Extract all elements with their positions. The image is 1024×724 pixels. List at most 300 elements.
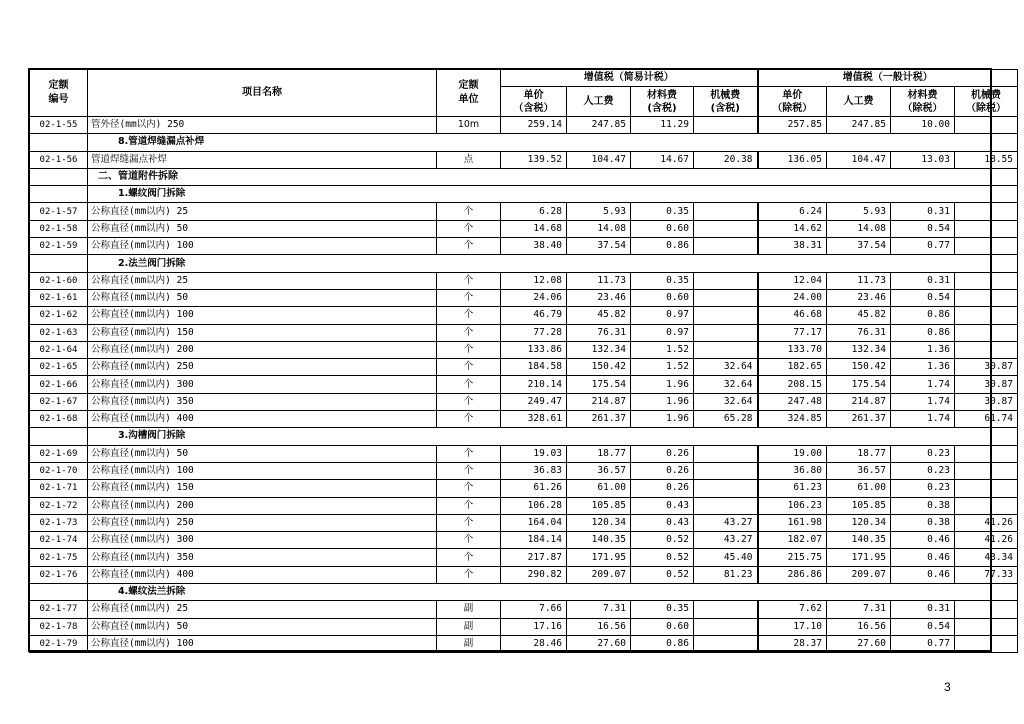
price-cell: 0.46 [891,566,955,583]
item-name: 公称直径(mm以内) 25 [88,601,437,618]
price-cell [694,272,758,289]
price-cell: 41.26 [955,514,1018,531]
table-row [30,497,1018,514]
price-cell: 6.24 [758,203,827,220]
price-cell [955,618,1018,635]
price-cell: 0.23 [891,462,955,479]
section-code-cell [30,428,88,445]
table-row [30,289,1018,306]
price-cell: 0.26 [631,462,694,479]
price-cell: 30.87 [955,359,1018,376]
header-unit-price-tax-excl: 单价 （除税） [758,87,827,117]
header-material-tax-excl: 材料费 （除税） [891,87,955,117]
quota-unit: 副 [437,635,501,652]
table-row [30,117,1018,134]
quota-unit: 个 [437,289,501,306]
price-cell: 18.77 [827,445,891,462]
price-cell: 18.77 [567,445,631,462]
price-cell: 1.96 [631,393,694,410]
price-cell [955,462,1018,479]
price-cell: 0.38 [891,497,955,514]
price-cell: 249.47 [501,393,567,410]
section-row [30,428,1018,445]
table-row [30,151,1018,168]
price-cell: 0.77 [891,635,955,652]
price-cell: 77.17 [758,324,827,341]
price-cell: 23.46 [567,289,631,306]
price-cell [955,341,1018,358]
price-cell: 0.35 [631,601,694,618]
section-row [30,255,1018,272]
quota-table [29,69,1018,653]
price-cell: 36.80 [758,462,827,479]
table-row [30,635,1018,652]
quota-code: 02-1-58 [30,220,88,237]
table-row [30,307,1018,324]
price-cell: 0.43 [631,514,694,531]
quota-code: 02-1-60 [30,272,88,289]
price-cell: 0.60 [631,618,694,635]
quota-code: 02-1-76 [30,566,88,583]
price-cell [694,601,758,618]
major-section-title: 二、管道附件拆除 [88,168,1018,185]
quota-unit: 10m [437,117,501,134]
quota-unit: 副 [437,601,501,618]
price-cell: 76.31 [827,324,891,341]
price-cell: 133.70 [758,341,827,358]
price-cell: 0.52 [631,566,694,583]
price-cell [694,341,758,358]
price-cell [694,497,758,514]
quota-code: 02-1-69 [30,445,88,462]
price-cell: 1.74 [891,393,955,410]
quota-code: 02-1-62 [30,307,88,324]
price-cell: 215.75 [758,549,827,566]
price-cell: 32.64 [694,359,758,376]
price-cell: 175.54 [827,376,891,393]
table-row [30,618,1018,635]
price-cell: 0.86 [631,635,694,652]
quota-unit: 个 [437,324,501,341]
item-name: 管外径(mm以内) 250 [88,117,437,134]
quota-code: 02-1-74 [30,532,88,549]
header-code: 定额 编号 [30,70,88,117]
price-cell: 132.34 [567,341,631,358]
price-cell: 16.56 [827,618,891,635]
price-cell: 182.65 [758,359,827,376]
price-cell: 106.28 [501,497,567,514]
price-cell [694,238,758,255]
price-cell: 30.87 [955,393,1018,410]
price-cell: 45.82 [827,307,891,324]
header-unit: 定额 单位 [437,70,501,117]
table-row [30,514,1018,531]
item-name: 公称直径(mm以内) 400 [88,411,437,428]
header-material-tax-incl: 材料费 (含税) [631,87,694,117]
quota-code: 02-1-64 [30,341,88,358]
quota-code: 02-1-57 [30,203,88,220]
price-cell: 7.66 [501,601,567,618]
price-cell: 105.85 [567,497,631,514]
price-cell: 0.60 [631,289,694,306]
price-cell: 36.83 [501,462,567,479]
price-cell: 0.31 [891,272,955,289]
price-cell: 45.82 [567,307,631,324]
quota-code: 02-1-79 [30,635,88,652]
price-cell: 24.00 [758,289,827,306]
price-cell: 61.00 [827,480,891,497]
price-cell: 324.85 [758,411,827,428]
price-cell: 214.87 [567,393,631,410]
quota-code: 02-1-55 [30,117,88,134]
header-group-simple: 增值税（简易计税） [501,70,758,87]
price-cell: 0.35 [631,272,694,289]
quota-code: 02-1-56 [30,151,88,168]
price-cell: 61.00 [567,480,631,497]
price-cell: 0.97 [631,307,694,324]
price-cell: 61.23 [758,480,827,497]
price-cell: 5.93 [827,203,891,220]
price-cell: 27.60 [827,635,891,652]
quota-unit: 个 [437,411,501,428]
quota-unit: 个 [437,272,501,289]
price-cell: 208.15 [758,376,827,393]
price-cell [955,601,1018,618]
price-cell: 10.00 [891,117,955,134]
item-name: 公称直径(mm以内) 100 [88,462,437,479]
price-cell: 0.43 [631,497,694,514]
price-cell [955,324,1018,341]
price-cell: 1.74 [891,411,955,428]
table-row [30,272,1018,289]
header-machine-tax-excl: 机械费 （除税） [955,87,1018,117]
price-cell: 214.87 [827,393,891,410]
price-cell [694,307,758,324]
price-cell: 0.26 [631,480,694,497]
quota-unit: 个 [437,445,501,462]
section-row [30,134,1018,151]
quota-unit: 个 [437,462,501,479]
price-cell: 28.46 [501,635,567,652]
quota-unit: 个 [437,532,501,549]
quota-unit: 个 [437,341,501,358]
table-body [30,117,1018,653]
table-row [30,549,1018,566]
price-cell [955,289,1018,306]
price-cell: 290.82 [501,566,567,583]
price-cell: 0.23 [891,480,955,497]
section-code-cell [30,584,88,601]
major-section-row [30,168,1018,185]
item-name: 公称直径(mm以内) 300 [88,376,437,393]
quota-unit: 个 [437,220,501,237]
quota-unit: 个 [437,514,501,531]
price-cell: 17.10 [758,618,827,635]
price-cell: 150.42 [827,359,891,376]
price-cell: 20.38 [694,151,758,168]
price-cell: 247.85 [827,117,891,134]
price-cell: 104.47 [827,151,891,168]
table-row [30,359,1018,376]
price-cell: 171.95 [567,549,631,566]
item-name: 公称直径(mm以内) 250 [88,359,437,376]
quota-unit: 个 [437,307,501,324]
price-cell [694,618,758,635]
quota-unit: 个 [437,549,501,566]
price-cell [955,220,1018,237]
price-cell: 37.54 [567,238,631,255]
header-name: 项目名称 [88,70,437,117]
price-cell: 14.67 [631,151,694,168]
price-cell: 0.31 [891,203,955,220]
price-cell: 1.52 [631,341,694,358]
price-cell [694,203,758,220]
price-cell: 182.07 [758,532,827,549]
quota-code: 02-1-68 [30,411,88,428]
price-cell: 27.60 [567,635,631,652]
quota-code: 02-1-78 [30,618,88,635]
table-row [30,220,1018,237]
price-cell: 11.73 [567,272,631,289]
table-row [30,393,1018,410]
price-cell: 7.31 [567,601,631,618]
price-cell: 133.86 [501,341,567,358]
price-cell [955,272,1018,289]
item-name: 公称直径(mm以内) 350 [88,549,437,566]
table-row [30,462,1018,479]
table-row [30,601,1018,618]
price-cell: 43.27 [694,532,758,549]
price-cell [694,220,758,237]
table-row [30,445,1018,462]
item-name: 公称直径(mm以内) 200 [88,341,437,358]
price-cell: 19.03 [501,445,567,462]
table-row [30,324,1018,341]
price-cell: 61.74 [955,411,1018,428]
table-row [30,376,1018,393]
price-cell: 0.97 [631,324,694,341]
price-cell: 0.86 [631,238,694,255]
price-cell: 77.33 [955,566,1018,583]
price-cell [694,462,758,479]
price-cell: 209.07 [567,566,631,583]
price-cell: 11.73 [827,272,891,289]
table-row [30,532,1018,549]
price-cell: 6.28 [501,203,567,220]
price-cell: 175.54 [567,376,631,393]
price-cell: 0.77 [891,238,955,255]
section-title: 8.管道焊缝漏点补焊 [88,134,1018,151]
quota-code: 02-1-65 [30,359,88,376]
quota-unit: 个 [437,376,501,393]
price-cell: 1.96 [631,376,694,393]
section-code-cell [30,168,88,185]
quota-unit: 个 [437,203,501,220]
table-row [30,203,1018,220]
price-cell: 36.57 [827,462,891,479]
price-cell: 17.16 [501,618,567,635]
price-cell: 37.54 [827,238,891,255]
price-cell: 261.37 [567,411,631,428]
price-cell: 140.35 [567,532,631,549]
quota-unit: 个 [437,393,501,410]
header-group-general: 增值税（一般计税） [758,70,1018,87]
price-cell: 12.08 [501,272,567,289]
price-cell: 45.40 [694,549,758,566]
item-name: 公称直径(mm以内) 100 [88,238,437,255]
section-title: 1.螺纹阀门拆除 [88,186,1018,203]
price-cell [955,307,1018,324]
quota-unit: 个 [437,566,501,583]
price-cell [955,497,1018,514]
price-cell: 184.14 [501,532,567,549]
section-row [30,186,1018,203]
price-cell: 132.34 [827,341,891,358]
price-cell: 0.35 [631,203,694,220]
price-cell: 16.56 [567,618,631,635]
quota-code: 02-1-71 [30,480,88,497]
price-cell [694,324,758,341]
price-cell: 76.31 [567,324,631,341]
price-cell: 286.86 [758,566,827,583]
quota-code: 02-1-59 [30,238,88,255]
section-code-cell [30,186,88,203]
item-name: 公称直径(mm以内) 50 [88,618,437,635]
price-cell: 0.38 [891,514,955,531]
price-cell: 1.74 [891,376,955,393]
price-cell: 171.95 [827,549,891,566]
price-cell: 136.05 [758,151,827,168]
header-unit-price-tax-incl: 单价 （含税） [501,87,567,117]
price-cell: 104.47 [567,151,631,168]
price-cell: 328.61 [501,411,567,428]
price-cell: 259.14 [501,117,567,134]
header-labor-general: 人工费 [827,87,891,117]
quota-code: 02-1-72 [30,497,88,514]
price-cell: 30.87 [955,376,1018,393]
price-cell: 61.26 [501,480,567,497]
price-cell: 77.28 [501,324,567,341]
price-cell [694,445,758,462]
price-cell: 0.46 [891,549,955,566]
section-title: 2.法兰阀门拆除 [88,255,1018,272]
item-name: 公称直径(mm以内) 300 [88,532,437,549]
item-name: 公称直径(mm以内) 50 [88,289,437,306]
price-cell: 0.54 [891,220,955,237]
price-cell: 18.55 [955,151,1018,168]
table-row [30,411,1018,428]
price-cell: 65.28 [694,411,758,428]
quota-unit: 个 [437,359,501,376]
table-row [30,238,1018,255]
item-name: 公称直径(mm以内) 150 [88,324,437,341]
section-row [30,584,1018,601]
price-cell: 0.31 [891,601,955,618]
price-cell: 19.00 [758,445,827,462]
item-name: 公称直径(mm以内) 350 [88,393,437,410]
price-cell: 14.08 [567,220,631,237]
price-cell: 140.35 [827,532,891,549]
price-cell: 23.46 [827,289,891,306]
price-cell [955,117,1018,134]
item-name: 管道焊缝漏点补焊 [88,151,437,168]
table-row [30,480,1018,497]
price-cell: 13.03 [891,151,955,168]
price-cell: 14.62 [758,220,827,237]
item-name: 公称直径(mm以内) 100 [88,307,437,324]
price-cell: 11.29 [631,117,694,134]
price-cell: 139.52 [501,151,567,168]
price-cell: 38.31 [758,238,827,255]
price-cell: 32.64 [694,393,758,410]
price-cell: 0.26 [631,445,694,462]
section-code-cell [30,255,88,272]
price-cell: 1.36 [891,359,955,376]
price-cell: 81.23 [694,566,758,583]
price-cell: 0.86 [891,307,955,324]
price-cell: 120.34 [567,514,631,531]
price-cell: 184.58 [501,359,567,376]
price-cell [694,635,758,652]
price-cell: 164.04 [501,514,567,531]
price-cell: 120.34 [827,514,891,531]
price-cell: 32.64 [694,376,758,393]
price-cell: 43.27 [694,514,758,531]
price-cell [694,289,758,306]
price-cell: 1.96 [631,411,694,428]
price-cell [694,117,758,134]
price-cell: 247.48 [758,393,827,410]
price-cell: 46.68 [758,307,827,324]
price-cell: 12.04 [758,272,827,289]
price-cell: 24.06 [501,289,567,306]
item-name: 公称直径(mm以内) 400 [88,566,437,583]
quota-code: 02-1-63 [30,324,88,341]
section-title: 4.螺纹法兰拆除 [88,584,1018,601]
table-row [30,566,1018,583]
item-name: 公称直径(mm以内) 150 [88,480,437,497]
price-cell: 210.14 [501,376,567,393]
quota-code: 02-1-70 [30,462,88,479]
price-cell: 28.37 [758,635,827,652]
quota-unit: 副 [437,618,501,635]
price-cell: 14.08 [827,220,891,237]
header-machine-tax-incl: 机械费 (含税) [694,87,758,117]
price-cell: 38.40 [501,238,567,255]
price-cell [955,203,1018,220]
price-cell: 0.46 [891,532,955,549]
price-cell: 0.86 [891,324,955,341]
price-cell [694,480,758,497]
price-cell: 257.85 [758,117,827,134]
price-cell: 161.98 [758,514,827,531]
price-cell [955,238,1018,255]
quota-code: 02-1-67 [30,393,88,410]
item-name: 公称直径(mm以内) 250 [88,514,437,531]
item-name: 公称直径(mm以内) 25 [88,272,437,289]
price-cell [955,445,1018,462]
quota-unit: 个 [437,480,501,497]
price-cell: 217.87 [501,549,567,566]
item-name: 公称直径(mm以内) 25 [88,203,437,220]
price-cell [955,480,1018,497]
quota-code: 02-1-73 [30,514,88,531]
price-cell: 105.85 [827,497,891,514]
price-cell: 0.54 [891,618,955,635]
price-cell: 106.23 [758,497,827,514]
price-cell: 1.52 [631,359,694,376]
header-labor-simple: 人工费 [567,87,631,117]
